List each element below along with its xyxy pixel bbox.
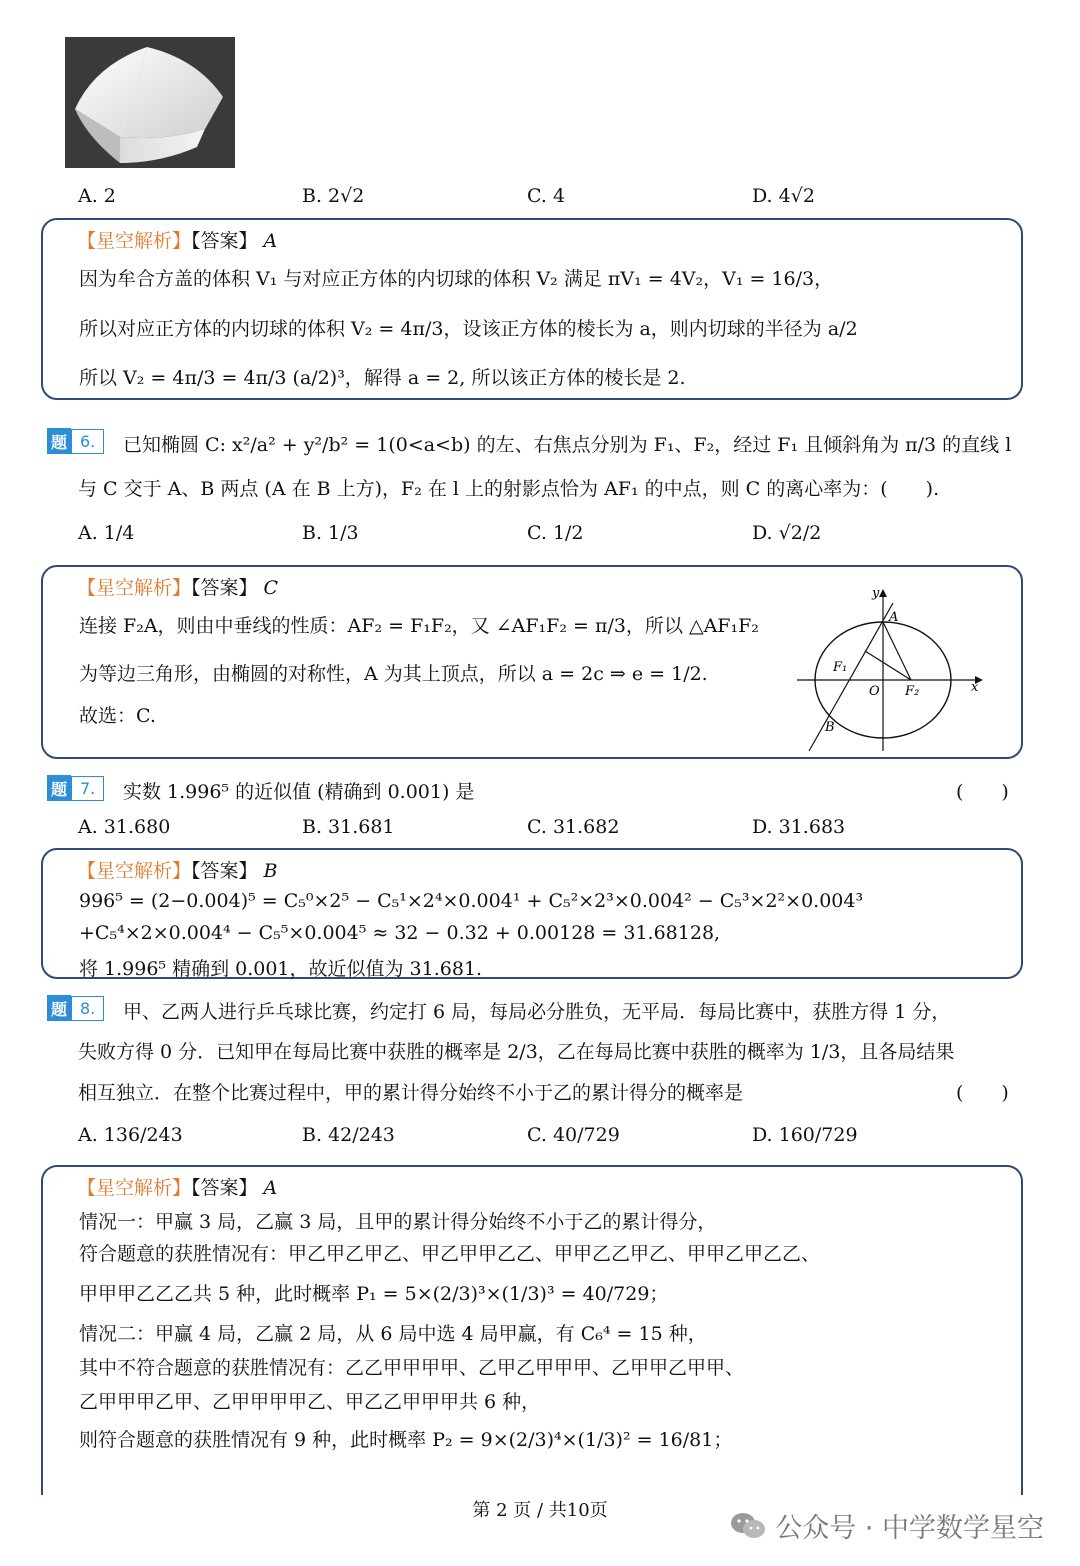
line-l [809, 603, 893, 751]
answer-value: A [263, 1177, 278, 1199]
answer-tag: 【答案】 [191, 1177, 258, 1199]
label-y: y [872, 586, 880, 601]
q6-stem-line-1: 已知椭圆 C: x²/a² + y²/b² = 1(0<a<b) 的左、右焦点分别为 F₁、F₂，经过 F₁ 且倾斜角为 π/3 的直线 l [123, 434, 1012, 456]
q6-option-d: D. √2/2 [752, 522, 822, 544]
q5-answer-row [77, 226, 277, 253]
question-badge-label: 题 [47, 775, 71, 801]
q6-analysis-box [41, 565, 1023, 759]
q5-option-c: C. 4 [527, 185, 566, 207]
q8-option-c: C. 40/729 [527, 1124, 620, 1146]
q5-analysis-line-3: 所以 V₂ = 4π/3 = 4π/3 (a/2)³，解得 a = 2, 所以该正方体的棱长是 2. [79, 367, 686, 389]
q6-option-b: B. 1/3 [302, 522, 359, 544]
analysis-tag: 【星空解析】 [77, 230, 192, 252]
q5-analysis-line-1: 因为牟合方盖的体积 V₁ 与对应正方体的内切球的体积 V₂ 满足 πV₁ = 4V₂，V₁ = 16/3， [79, 268, 834, 290]
q6-badge [47, 428, 104, 454]
q6-analysis-line-1: 连接 F₂A，则由中垂线的性质：AF₂ = F₁F₂，又 ∠AF₁F₂ = π/3，所以 △AF₁F₂ [79, 615, 759, 637]
q7-analysis-box [41, 848, 1023, 979]
question-number: 8. [71, 996, 104, 1021]
q7-answer-row [77, 856, 278, 883]
q6-option-c: C. 1/2 [527, 522, 584, 544]
answer-tag: 【答案】 [191, 230, 258, 252]
question-badge-label: 题 [47, 428, 71, 454]
label-o: O [869, 684, 880, 699]
q8-badge [47, 995, 104, 1021]
q8-analysis-line-5: 其中不符合题意的获胜情况有：乙乙甲甲甲甲、乙甲乙甲甲甲、乙甲甲乙甲甲、 [79, 1357, 745, 1379]
q8-stem-line-1: 甲、乙两人进行乒乓球比赛，约定打 6 局，每局必分胜负，无平局．每局比赛中，获胜方得 1 分， [123, 1001, 951, 1023]
wechat-icon [729, 1511, 767, 1541]
watermark [729, 1506, 1044, 1545]
answer-value: C [263, 577, 279, 599]
label-f1: F₁ [833, 660, 848, 675]
watermark-text: 公众号 · 中学数学星空 [775, 1513, 1044, 1544]
question-number: 7. [71, 776, 104, 801]
q5-analysis-line-2: 所以对应正方体的内切球的体积 V₂ = 4π/3，设该正方体的棱长为 a，则内切球的半径为 a/2 [79, 318, 858, 340]
q7-option-d: D. 31.683 [752, 816, 846, 838]
ellipse-figure [793, 585, 993, 753]
q7-analysis-line-1: 996⁵ = (2−0.004)⁵ = C₅⁰×2⁵ − C₅¹×2⁴×0.004¹ + C₅²×2³×0.004² − C₅³×2²×0.004³ [79, 890, 864, 912]
q7-analysis-line-2: +C₅⁴×2×0.004⁴ − C₅⁵×0.004⁵ ≈ 32 − 0.32 + 0.00128 = 31.68128, [79, 922, 721, 944]
q8-stem-line-3: 相互独立．在整个比赛过程中，甲的累计得分始终不小于乙的累计得分的概率是 [78, 1082, 744, 1104]
q6-stem-line-2: 与 C 交于 A、B 两点 (A 在 B 上方)，F₂ 在 l 上的射影点恰为 AF₁ 的中点，则 C 的离心率为：( ). [78, 478, 940, 500]
analysis-tag: 【星空解析】 [77, 860, 192, 882]
q7-answer-paren: ( ) [956, 781, 1009, 803]
y-axis-arrow [879, 589, 887, 597]
q6-analysis-line-3: 故选：C. [79, 705, 156, 727]
page-footer: 第 2 页 / 共10页 [472, 1500, 608, 1521]
answer-tag: 【答案】 [191, 577, 258, 599]
q7-badge [47, 775, 104, 801]
question-badge-label: 题 [47, 995, 71, 1021]
q7-option-c: C. 31.682 [527, 816, 620, 838]
q8-analysis-line-4: 情况二：甲赢 4 局，乙赢 2 局，从 6 局中选 4 局甲赢，有 C₆⁴ = 15 种， [79, 1323, 707, 1345]
q7-analysis-line-3: 将 1.996⁵ 精确到 0.001，故近似值为 31.681. [79, 958, 483, 980]
q7-option-b: B. 31.681 [302, 816, 395, 838]
q5-option-d: D. 4√2 [752, 185, 815, 207]
answer-value: B [263, 860, 278, 882]
q8-analysis-line-1: 情况一：甲赢 3 局，乙赢 3 局，且甲的累计得分始终不小于乙的累计得分， [79, 1211, 717, 1233]
q8-option-d: D. 160/729 [752, 1124, 858, 1146]
answer-value: A [263, 230, 278, 252]
label-b: B [825, 720, 835, 735]
q8-option-b: B. 42/243 [302, 1124, 395, 1146]
label-x: x [971, 680, 979, 695]
analysis-tag: 【星空解析】 [77, 1177, 192, 1199]
mouhefanggai-figure [65, 37, 235, 168]
q7-stem: 实数 1.996⁵ 的近似值 (精确到 0.001) 是 [123, 781, 475, 803]
label-f2: F₂ [905, 684, 920, 699]
label-a: A [889, 610, 899, 625]
q8-stem-line-2: 失败方得 0 分．已知甲在每局比赛中获胜的概率是 2/3，乙在每局比赛中获胜的概率为 1/3，且各局结果 [78, 1041, 955, 1063]
q8-option-a: A. 136/243 [78, 1124, 183, 1146]
q7-option-a: A. 31.680 [78, 816, 171, 838]
q8-answer-paren: ( ) [956, 1082, 1009, 1104]
q8-analysis-line-7: 则符合题意的获胜情况有 9 种，此时概率 P₂ = 9×(2/3)⁴×(1/3)² = 16/81； [79, 1429, 733, 1451]
q5-option-a: A. 2 [78, 185, 116, 207]
q8-analysis-line-6: 乙甲甲甲乙甲、乙甲甲甲甲乙、甲乙乙甲甲甲共 6 种， [79, 1391, 541, 1413]
q8-analysis-box [41, 1165, 1023, 1495]
q6-answer-row [77, 573, 278, 600]
q5-analysis-box [41, 218, 1023, 400]
q6-analysis-line-2: 为等边三角形，由椭圆的对称性，A 为其上顶点，所以 a = 2c ⇒ e = 1/2. [79, 663, 708, 685]
q8-analysis-line-3: 甲甲甲乙乙乙共 5 种，此时概率 P₁ = 5×(2/3)³×(1/3)³ = 40/729； [79, 1283, 669, 1305]
q8-analysis-line-2: 符合题意的获胜情况有：甲乙甲乙甲乙、甲乙甲甲乙乙、甲甲乙乙甲乙、甲甲乙甲乙乙、 [79, 1243, 821, 1265]
answer-tag: 【答案】 [191, 860, 258, 882]
question-number: 6. [71, 429, 104, 454]
q5-option-b: B. 2√2 [302, 185, 365, 207]
q6-option-a: A. 1/4 [78, 522, 135, 544]
analysis-tag: 【星空解析】 [77, 577, 192, 599]
q8-answer-row [77, 1173, 277, 1200]
